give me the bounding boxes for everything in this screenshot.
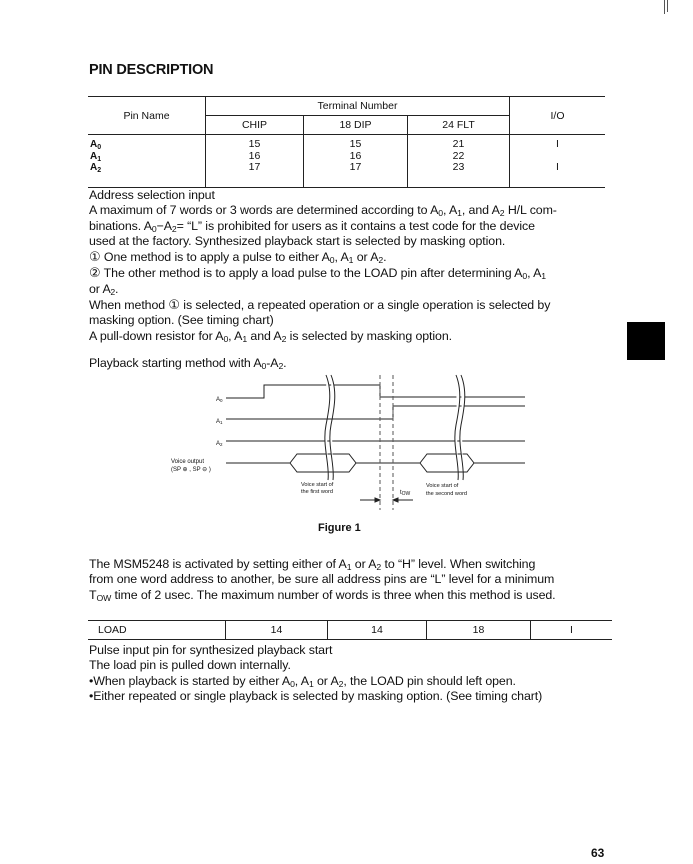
circled-two-icon: ② [89,265,101,281]
address-description [89,188,609,371]
io-a2: I [556,161,559,173]
header-chip: CHIP [206,116,304,135]
pin-name-a1: $A_1$ [90,150,102,163]
pin-name-a2: $A_2$ [90,162,102,174]
address-para-line: binations. $A_0-A_2=$ “L” is prohibited for users as it contains a test code for the device [89,218,535,234]
circled-one-icon: ① [89,249,101,265]
header-18-dip: 18 DIP [304,116,408,135]
dip-a2: 17 [349,161,362,173]
tow-label: tOW [400,490,411,497]
load-desc-bullet: •Either repeated or single playback is selected by masking option. (See timing chart) [89,688,543,703]
header-pin-name: Pin Name [88,97,206,135]
spacer [89,344,609,356]
load-desc-line: The load pin is pulled down internally. [89,658,291,673]
signal-label-a0: A0 [216,397,223,403]
pin-names-cell [88,135,206,188]
flt-numbers-cell [408,135,510,188]
signal-label-a2: A2 [216,441,223,447]
section-title: PIN DESCRIPTION [89,62,214,78]
annotation-second-word-2: the second word [426,491,468,497]
waveform-a0 [226,385,525,398]
load-description [89,643,609,704]
dip-a1: 16 [349,149,362,162]
dip-a0: 15 [349,138,362,150]
pin-table [88,96,605,188]
when-method-line-cont: masking option. (See timing chart) [89,313,274,328]
signal-label-a1: A1 [216,419,223,425]
chip-a0: 15 [248,138,261,150]
activation-line: $T_{OW}$ time of 2 usec. The maximum number of words is three when this method is used. [89,587,556,603]
pulldown-line: A pull-down resistor for $A_0$, $A_1$ and $A_2$ is selected by masking option. [89,328,452,344]
flt-a2: 23 [452,161,465,173]
load-desc-bullet: •When playback is started by either $A_0$, $A_1$ or $A_2$, the LOAD pin should left open. [89,673,516,689]
circled-one-icon: ① [168,297,180,313]
table-row [88,621,612,640]
activation-line: The MSM5248 is activated by setting either of $A_1$ or $A_2$ to “H” level. When switching [89,557,536,572]
load-io: I [531,621,613,640]
method-2-line: ② The other method is to apply a load pulse to the LOAD pin after determining $A_0$, $A_1$ [89,265,546,282]
annotation-second-word: Voice start of [426,483,459,489]
chip-a2: 17 [248,161,261,173]
scan-artifact [667,0,668,12]
header-io: I/O [510,97,606,135]
address-para-line: A maximum of 7 words or 3 words are determined according to $A_0$, $A_1$, and $A_2$ H/L com- [89,203,557,219]
signal-label-voice: Voice output [171,459,205,465]
load-flt: 18 [427,621,531,640]
figure-caption: Figure 1 [318,522,361,534]
header-terminal-number: Terminal Number [206,97,510,116]
annotation-first-word: Voice start of [301,482,334,488]
load-pin-table [88,620,612,640]
timing-diagram [160,365,540,515]
load-desc-line: Pulse input pin for synthesized playback start [89,643,333,657]
table-row [88,135,605,188]
pin-name-a0: $A_0$ [90,139,102,151]
method-1-line: ① One method is to apply a pulse to either $A_0$, $A_1$ or $A_2$. [89,249,387,266]
load-pin-name: LOAD [88,621,226,640]
waveform-voice [226,454,525,472]
io-cell [510,135,606,188]
waveform-a1 [226,406,525,419]
signal-label-voice-pins: (SP ⊕ , SP ⊖ ) [171,467,211,473]
scan-artifact [664,0,665,14]
dip-numbers-cell [304,135,408,188]
annotation-first-word-2: the first word [301,489,334,495]
playback-method-line: Playback starting method with $A_0-A_2$. [89,355,287,371]
activation-description [89,557,609,603]
header-24-flt: 24 FLT [408,116,510,135]
section-tab-marker [627,322,665,360]
load-chip: 14 [226,621,328,640]
tow-dimension [360,498,413,502]
activation-line: from one word address to another, be sure all address pins are “L” level for a minimum [89,572,555,587]
load-dip: 14 [328,621,427,640]
chip-numbers-cell [206,135,304,188]
method-2-line-cont: or A $_2$. [89,281,119,297]
page-number: 63 [591,846,605,860]
io-a0: I [556,138,559,150]
when-method-line: When method ① is selected, a repeated operation or a single operation is selected by [89,297,551,313]
flt-a0: 21 [452,138,465,150]
chip-a1: 16 [248,149,261,162]
flt-a1: 22 [452,149,465,162]
address-para-line: used at the factory. Synthesized playback start is selected by masking option. [89,233,506,248]
address-heading: Address selection input [89,188,215,202]
